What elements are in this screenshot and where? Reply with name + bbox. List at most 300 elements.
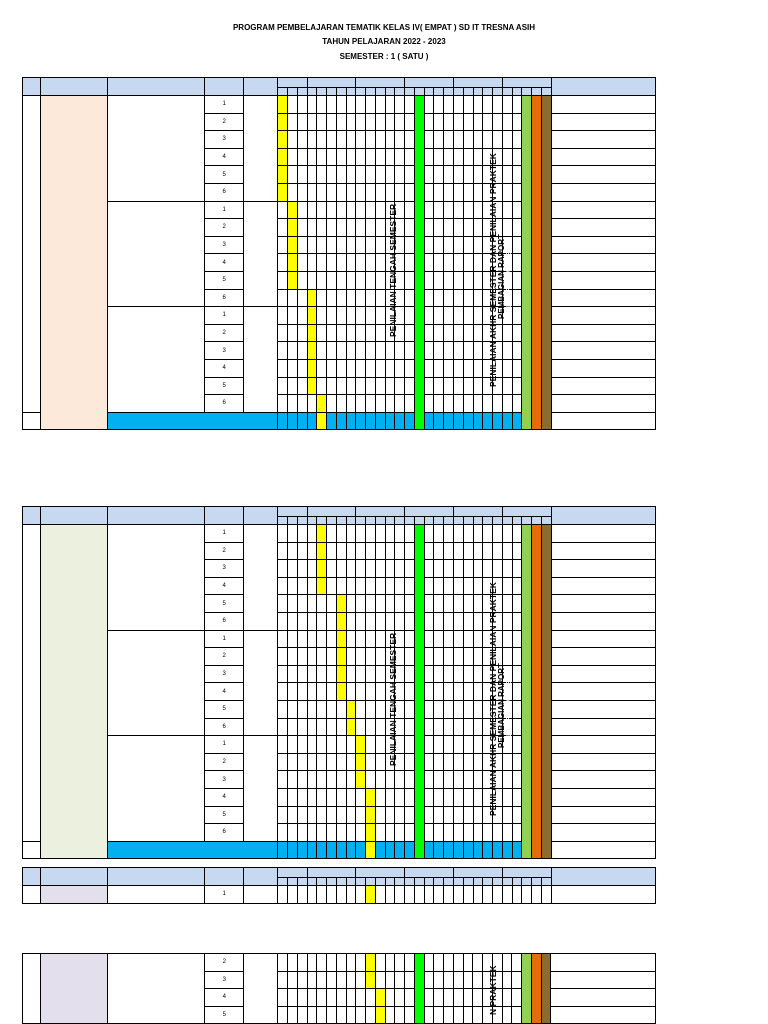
week-cell — [327, 788, 337, 806]
week-cell — [307, 886, 317, 904]
week-cell — [463, 377, 473, 395]
week-cell — [366, 595, 376, 613]
week-cell — [434, 886, 444, 904]
week-cell — [288, 595, 298, 613]
week-cell — [366, 736, 376, 754]
week-header — [385, 88, 395, 96]
check-cell — [288, 219, 298, 237]
week-cell — [307, 648, 317, 666]
week-cell — [278, 648, 288, 666]
ket-cell — [551, 359, 655, 377]
week-cell — [454, 96, 464, 114]
week-header — [454, 878, 464, 886]
week-cell — [454, 700, 464, 718]
week-cell — [473, 736, 483, 754]
week-cell — [454, 753, 464, 771]
week-cell — [327, 236, 337, 254]
week-header — [375, 878, 385, 886]
ket-cell — [551, 700, 655, 718]
week-cell — [444, 254, 454, 272]
week-cell — [317, 683, 327, 701]
week-cell — [444, 648, 454, 666]
week-cell — [424, 736, 434, 754]
week-cell — [297, 377, 307, 395]
week-cell — [356, 377, 366, 395]
check-cell — [278, 183, 288, 201]
check-cell — [278, 166, 288, 184]
check-cell — [317, 560, 327, 578]
week-cell — [444, 612, 454, 630]
week-cell — [463, 718, 473, 736]
week-cell — [288, 612, 298, 630]
week-cell — [307, 753, 317, 771]
ket-cell — [551, 683, 655, 701]
week-cell — [297, 183, 307, 201]
week-cell — [346, 236, 356, 254]
week-cell — [512, 359, 522, 377]
week-cell — [444, 359, 454, 377]
week-cell — [512, 683, 522, 701]
week-cell — [307, 236, 317, 254]
week-cell — [473, 525, 483, 543]
week-cell — [336, 324, 346, 342]
week-cell — [473, 219, 483, 237]
week-cell — [327, 542, 337, 560]
week-cell — [336, 954, 346, 972]
week-cell — [473, 1006, 483, 1024]
week-cell — [336, 183, 346, 201]
week-cell — [297, 307, 307, 325]
week-cell — [444, 683, 454, 701]
week-cell — [356, 788, 366, 806]
pertemuan-no: 2 — [205, 113, 244, 131]
week-header — [493, 88, 503, 96]
week-cell — [366, 395, 376, 413]
month-header — [454, 868, 503, 878]
week-header — [327, 517, 337, 525]
week-header — [395, 517, 405, 525]
week-header — [424, 878, 434, 886]
ket-cell — [551, 648, 655, 666]
week-cell — [454, 201, 464, 219]
week-cell — [434, 307, 444, 325]
week-header — [288, 517, 298, 525]
week-cell — [288, 166, 298, 184]
week-cell — [502, 886, 512, 904]
week-cell — [288, 183, 298, 201]
week-cell — [346, 131, 356, 149]
week-cell — [278, 971, 288, 989]
week-cell — [297, 289, 307, 307]
ket-cell — [551, 841, 655, 859]
week-cell — [336, 377, 346, 395]
week-cell — [346, 665, 356, 683]
ket-cell — [551, 824, 655, 842]
week-cell — [463, 806, 473, 824]
week-cell — [297, 560, 307, 578]
check-cell — [288, 201, 298, 219]
week-cell — [278, 412, 288, 430]
week-cell — [375, 971, 385, 989]
week-cell — [356, 824, 366, 842]
pertemuan-no: 5 — [205, 271, 244, 289]
week-header — [346, 517, 356, 525]
week-cell — [454, 236, 464, 254]
week-cell — [405, 377, 415, 395]
check-cell — [317, 542, 327, 560]
week-cell — [288, 700, 298, 718]
ph-no — [23, 841, 41, 859]
week-cell — [307, 971, 317, 989]
month-header — [454, 78, 503, 88]
week-header — [463, 517, 473, 525]
week-cell — [434, 271, 444, 289]
week-cell — [405, 113, 415, 131]
week-cell — [424, 254, 434, 272]
ket-cell — [551, 753, 655, 771]
week-header — [512, 88, 522, 96]
week-cell — [336, 271, 346, 289]
week-cell — [395, 989, 405, 1007]
pertemuan-no: 6 — [205, 824, 244, 842]
week-cell — [375, 542, 385, 560]
week-cell — [327, 166, 337, 184]
week-header — [336, 88, 346, 96]
week-cell — [454, 595, 464, 613]
week-cell — [278, 989, 288, 1007]
week-cell — [502, 412, 512, 430]
col-no — [23, 868, 41, 886]
week-cell — [346, 201, 356, 219]
week-cell — [444, 841, 454, 859]
week-cell — [356, 342, 366, 360]
week-header — [444, 88, 454, 96]
week-cell — [434, 254, 444, 272]
week-cell — [405, 560, 415, 578]
week-header — [307, 517, 317, 525]
week-cell — [444, 665, 454, 683]
week-cell — [317, 824, 327, 842]
pertemuan-no: 4 — [205, 788, 244, 806]
week-cell — [405, 324, 415, 342]
week-cell — [405, 289, 415, 307]
week-cell — [346, 96, 356, 114]
week-header — [483, 878, 493, 886]
week-cell — [502, 989, 512, 1007]
week-cell — [434, 665, 444, 683]
week-cell — [512, 595, 522, 613]
pertemuan-no: 2 — [205, 542, 244, 560]
week-cell — [463, 989, 473, 1007]
week-cell — [297, 736, 307, 754]
week-cell — [336, 525, 346, 543]
week-cell — [346, 806, 356, 824]
week-cell — [307, 1006, 317, 1024]
week-cell — [356, 96, 366, 114]
week-cell — [405, 753, 415, 771]
week-cell — [434, 96, 444, 114]
pertemuan-no: 1 — [205, 630, 244, 648]
week-cell — [346, 753, 356, 771]
week-cell — [278, 577, 288, 595]
week-cell — [434, 324, 444, 342]
week-cell — [278, 525, 288, 543]
check-cell — [307, 324, 317, 342]
pertemuan-no: 4 — [205, 254, 244, 272]
week-cell — [405, 342, 415, 360]
week-cell — [307, 148, 317, 166]
pertemuan-no: 3 — [205, 971, 244, 989]
week-cell — [336, 560, 346, 578]
week-cell — [434, 359, 444, 377]
check-cell — [307, 307, 317, 325]
week-cell — [278, 201, 288, 219]
week-header — [493, 878, 503, 886]
tema-name — [41, 525, 108, 859]
ket-cell — [551, 525, 655, 543]
week-header — [375, 88, 385, 96]
col-alokasi — [244, 78, 278, 96]
week-cell — [288, 788, 298, 806]
week-cell — [473, 113, 483, 131]
week-cell — [297, 954, 307, 972]
week-header — [317, 517, 327, 525]
check-cell — [317, 577, 327, 595]
week-cell — [327, 96, 337, 114]
week-header — [375, 517, 385, 525]
week-cell — [453, 1006, 463, 1024]
week-cell — [375, 219, 385, 237]
week-cell — [444, 324, 454, 342]
week-cell — [317, 166, 327, 184]
ket-cell — [551, 131, 655, 149]
pertemuan-no: 1 — [205, 886, 244, 904]
week-cell — [463, 595, 473, 613]
week-cell — [434, 954, 444, 972]
week-header — [414, 878, 424, 886]
pertemuan-no: 4 — [205, 577, 244, 595]
week-cell — [297, 788, 307, 806]
week-cell — [375, 289, 385, 307]
week-cell — [366, 700, 376, 718]
week-cell — [405, 542, 415, 560]
week-cell — [463, 771, 473, 789]
week-cell — [366, 324, 376, 342]
week-cell — [327, 630, 337, 648]
week-cell — [356, 236, 366, 254]
week-cell — [463, 954, 473, 972]
week-cell — [317, 342, 327, 360]
week-cell — [327, 131, 337, 149]
week-cell — [463, 630, 473, 648]
col-subtema — [107, 507, 205, 525]
subtema-cell — [107, 307, 205, 413]
ket-cell — [551, 342, 655, 360]
week-cell — [463, 324, 473, 342]
week-header — [473, 88, 483, 96]
raport-column — [532, 96, 542, 430]
week-cell — [473, 412, 483, 430]
week-cell — [405, 183, 415, 201]
week-cell — [463, 201, 473, 219]
week-cell — [356, 612, 366, 630]
week-cell — [463, 560, 473, 578]
week-cell — [512, 342, 522, 360]
week-cell — [473, 395, 483, 413]
week-cell — [473, 542, 483, 560]
tema-no — [23, 96, 41, 413]
pertemuan-no: 5 — [205, 806, 244, 824]
week-header — [366, 517, 376, 525]
week-cell — [346, 788, 356, 806]
ket-cell — [551, 412, 655, 430]
week-cell — [278, 824, 288, 842]
week-header — [356, 517, 366, 525]
week-cell — [434, 113, 444, 131]
week-cell — [385, 971, 395, 989]
check-cell — [307, 342, 317, 360]
week-cell — [327, 271, 337, 289]
pertemuan-no: 5 — [205, 377, 244, 395]
week-cell — [395, 886, 405, 904]
week-cell — [307, 665, 317, 683]
check-cell — [336, 595, 346, 613]
week-cell — [297, 806, 307, 824]
week-cell — [424, 771, 434, 789]
check-cell — [317, 525, 327, 543]
week-cell — [444, 771, 454, 789]
col-pertemuan — [205, 507, 244, 525]
week-cell — [414, 886, 424, 904]
ph-no — [23, 412, 41, 430]
week-cell — [346, 219, 356, 237]
week-cell — [473, 665, 483, 683]
week-cell — [317, 806, 327, 824]
week-cell — [512, 395, 522, 413]
week-cell — [424, 989, 434, 1007]
week-cell — [444, 183, 454, 201]
week-cell — [444, 131, 454, 149]
week-cell — [512, 824, 522, 842]
week-cell — [288, 412, 298, 430]
week-cell — [356, 665, 366, 683]
week-cell — [288, 736, 298, 754]
check-cell — [317, 395, 327, 413]
week-cell — [463, 665, 473, 683]
week-cell — [317, 718, 327, 736]
week-cell — [366, 96, 376, 114]
week-cell — [502, 542, 512, 560]
week-cell — [346, 771, 356, 789]
week-cell — [512, 806, 522, 824]
pertemuan-no: 2 — [205, 954, 244, 972]
week-cell — [405, 718, 415, 736]
week-cell — [463, 886, 473, 904]
week-cell — [463, 971, 473, 989]
week-cell — [297, 148, 307, 166]
week-cell — [297, 254, 307, 272]
week-cell — [473, 236, 483, 254]
week-cell — [405, 1006, 415, 1024]
week-cell — [278, 236, 288, 254]
week-cell — [473, 788, 483, 806]
week-cell — [346, 542, 356, 560]
week-cell — [297, 824, 307, 842]
week-cell — [444, 289, 454, 307]
month-header — [356, 78, 405, 88]
week-cell — [278, 307, 288, 325]
week-cell — [434, 183, 444, 201]
week-cell — [434, 971, 444, 989]
week-cell — [405, 788, 415, 806]
week-cell — [444, 148, 454, 166]
week-cell — [356, 307, 366, 325]
week-cell — [346, 824, 356, 842]
week-cell — [434, 166, 444, 184]
week-cell — [366, 771, 376, 789]
week-cell — [424, 219, 434, 237]
ket-cell — [551, 395, 655, 413]
week-cell — [424, 271, 434, 289]
week-cell — [434, 630, 444, 648]
check-cell — [278, 148, 288, 166]
week-header — [532, 517, 542, 525]
week-cell — [366, 665, 376, 683]
week-cell — [297, 989, 307, 1007]
week-cell — [444, 166, 454, 184]
raport-label: PEMBAGIAN RAPORT — [496, 663, 506, 749]
week-cell — [356, 113, 366, 131]
week-cell — [278, 718, 288, 736]
week-cell — [327, 736, 337, 754]
alokasi-value — [244, 96, 278, 202]
week-cell — [473, 648, 483, 666]
week-cell — [327, 395, 337, 413]
week-cell — [463, 700, 473, 718]
check-cell — [366, 886, 376, 904]
week-cell — [288, 148, 298, 166]
week-cell — [512, 954, 522, 972]
libur-column — [541, 96, 551, 430]
week-cell — [317, 377, 327, 395]
week-cell — [327, 886, 337, 904]
week-header — [444, 517, 454, 525]
week-cell — [307, 824, 317, 842]
ket-cell — [551, 788, 655, 806]
week-cell — [434, 753, 444, 771]
week-cell — [473, 201, 483, 219]
week-cell — [375, 359, 385, 377]
check-cell — [356, 771, 366, 789]
week-cell — [327, 1006, 337, 1024]
week-cell — [463, 166, 473, 184]
week-cell — [327, 612, 337, 630]
week-cell — [454, 148, 464, 166]
week-cell — [288, 989, 298, 1007]
week-cell — [473, 560, 483, 578]
week-header — [444, 878, 454, 886]
week-cell — [327, 700, 337, 718]
week-cell — [288, 841, 298, 859]
week-cell — [278, 771, 288, 789]
week-cell — [375, 113, 385, 131]
week-cell — [473, 307, 483, 325]
check-cell — [366, 788, 376, 806]
raport-column — [532, 525, 542, 859]
week-cell — [375, 630, 385, 648]
week-cell — [366, 612, 376, 630]
week-cell — [307, 201, 317, 219]
